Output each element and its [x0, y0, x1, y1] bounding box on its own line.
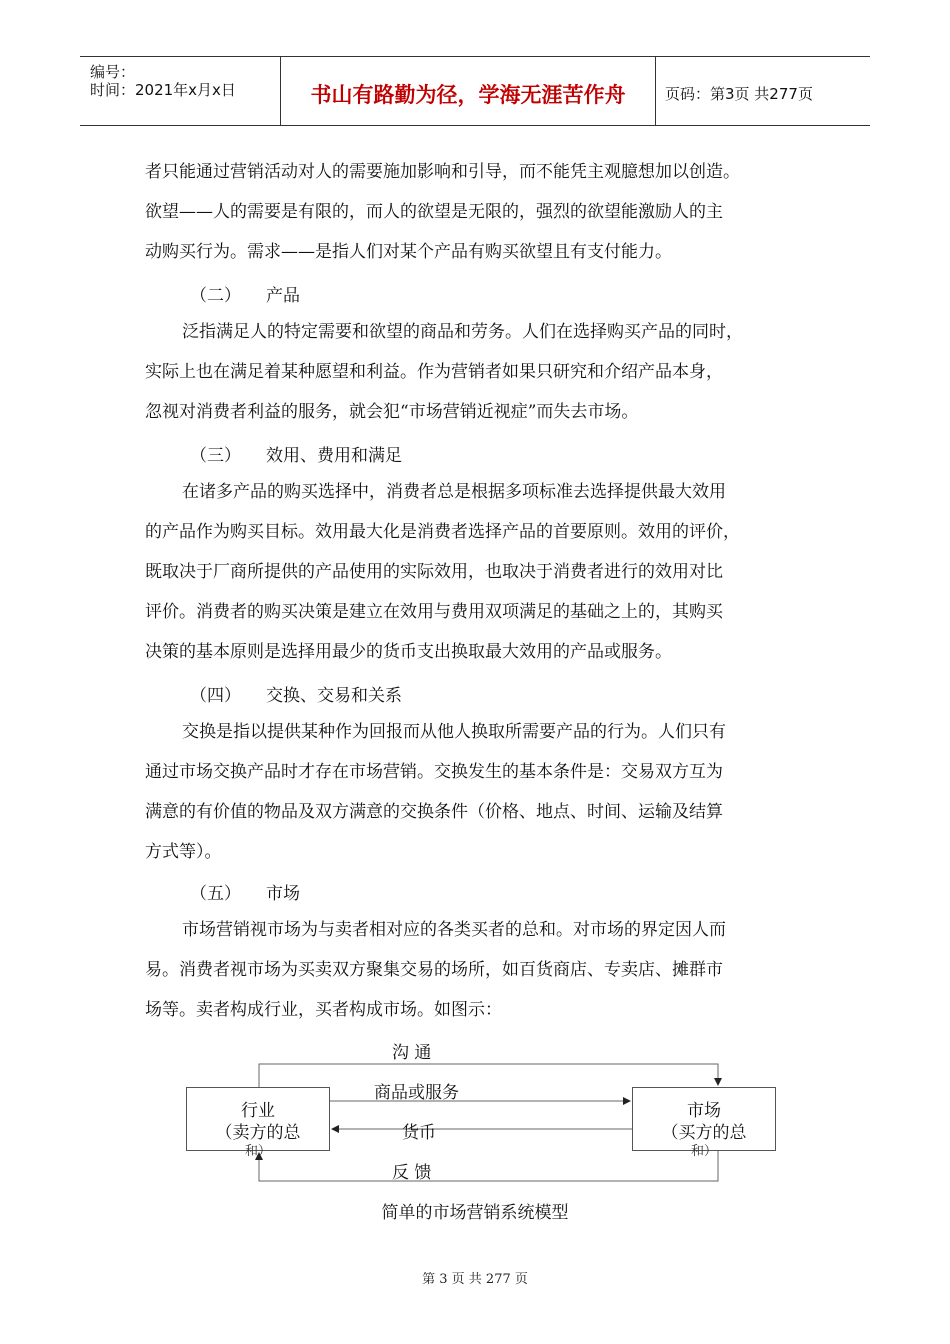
text-line: 忽视对消费者利益的服务，就会犯“市场营销近视症”而失去市场。	[145, 402, 639, 422]
text-line: 评价。消费者的购买决策是建立在效用与费用双项满足的基础之上的，其购买	[145, 602, 723, 622]
paragraph-market	[145, 910, 810, 1030]
page-header	[80, 56, 870, 126]
text-line: 泛指满足人的特定需要和欲望的商品和劳务。人们在选择购买产品的同时，	[182, 322, 743, 342]
page-footer: 第 3 页 共 277 页	[422, 1272, 528, 1287]
goods-label: 商品或服务	[374, 1083, 459, 1103]
section-heading-exchange	[190, 681, 402, 706]
communication-label: 沟 通	[392, 1043, 432, 1063]
diagram-caption: 简单的市场营销系统模型	[381, 1203, 569, 1223]
header-page-info: 页码：第3页 共277页	[665, 85, 813, 103]
text-line: 方式等）。	[145, 842, 222, 862]
market-box-title: 市场	[687, 1101, 721, 1121]
section-title: 市场	[266, 884, 300, 904]
text-line: 满意的有价值的物品及双方满意的交换条件（价格、地点、时间、运输及结算	[145, 802, 723, 822]
section-title: 效用、费用和满足	[266, 446, 402, 466]
feedback-label: 反 馈	[392, 1163, 432, 1183]
section-number: （三）	[190, 446, 241, 466]
text-line: 决策的基本原则是选择用最少的货币支出换取最大效用的产品或服务。	[145, 642, 672, 662]
header-page-cell	[655, 57, 870, 125]
communication-arrow	[259, 1064, 718, 1087]
section-heading-market	[190, 879, 300, 904]
section-number: （二）	[190, 286, 241, 306]
industry-box-subtitle: （卖方的总	[215, 1123, 301, 1143]
section-heading-product	[190, 281, 300, 306]
header-motto: 书山有路勤为径，学海无涯苦作舟	[310, 83, 626, 107]
text-line: 动购买行为。需求——是指人们对某个产品有购买欲望且有支付能力。	[145, 242, 672, 262]
section-number: （四）	[190, 686, 241, 706]
industry-box-subtitle-cont: 和）	[244, 1144, 271, 1159]
industry-box-title: 行业	[241, 1101, 275, 1121]
market-box-subtitle: （买方的总	[661, 1123, 747, 1143]
header-meta-cell	[80, 57, 280, 125]
document-number-label: 编号：	[90, 63, 136, 81]
section-title: 产品	[266, 286, 300, 306]
text-line: 既取决于厂商所提供的产品使用的实际效用，也取决于消费者进行的效用对比	[145, 562, 723, 582]
header-motto-cell	[280, 57, 656, 125]
market-box	[632, 1087, 776, 1159]
paragraph-exchange	[145, 712, 810, 872]
text-line: 者只能通过营销活动对人的需要施加影响和引导，而不能凭主观臆想加以创造。	[145, 162, 740, 182]
text-line: 交换是指以提供某种作为回报而从他人换取所需要产品的行为。人们只有	[182, 722, 726, 742]
paragraph-product	[145, 312, 810, 432]
industry-box	[186, 1087, 330, 1159]
text-line: 易。消费者视市场为买卖双方聚集交易的场所，如百货商店、专卖店、摊群市	[145, 960, 723, 980]
text-line: 在诸多产品的购买选择中，消费者总是根据多项标准去选择提供最大效用	[182, 482, 726, 502]
section-heading-utility	[190, 441, 402, 466]
text-line: 市场营销视市场为与卖者相对应的各类买者的总和。对市场的界定因人而	[182, 920, 726, 940]
text-line: 欲望——人的需要是有限的，而人的欲望是无限的，强烈的欲望能激励人的主	[145, 202, 723, 222]
text-line: 实际上也在满足着某种愿望和利益。作为营销者如果只研究和介绍产品本身，	[145, 362, 723, 382]
text-line: 的产品作为购买目标。效用最大化是消费者选择产品的首要原则。效用的评价，	[145, 522, 740, 542]
paragraph-utility	[145, 472, 810, 672]
feedback-arrow	[259, 1151, 718, 1181]
paragraph-needs	[145, 152, 810, 272]
section-number: （五）	[190, 884, 241, 904]
market-system-diagram	[180, 1030, 790, 1200]
section-title: 交换、交易和关系	[266, 686, 402, 706]
market-box-subtitle-cont: 和）	[690, 1144, 717, 1159]
money-label: 货币	[402, 1123, 436, 1143]
text-line: 通过市场交换产品时才存在市场营销。交换发生的基本条件是：交易双方互为	[145, 762, 723, 782]
document-date-label: 时间：2021年x月x日	[90, 81, 236, 99]
text-line: 场等。卖者构成行业，买者构成市场。如图示：	[145, 1000, 502, 1020]
